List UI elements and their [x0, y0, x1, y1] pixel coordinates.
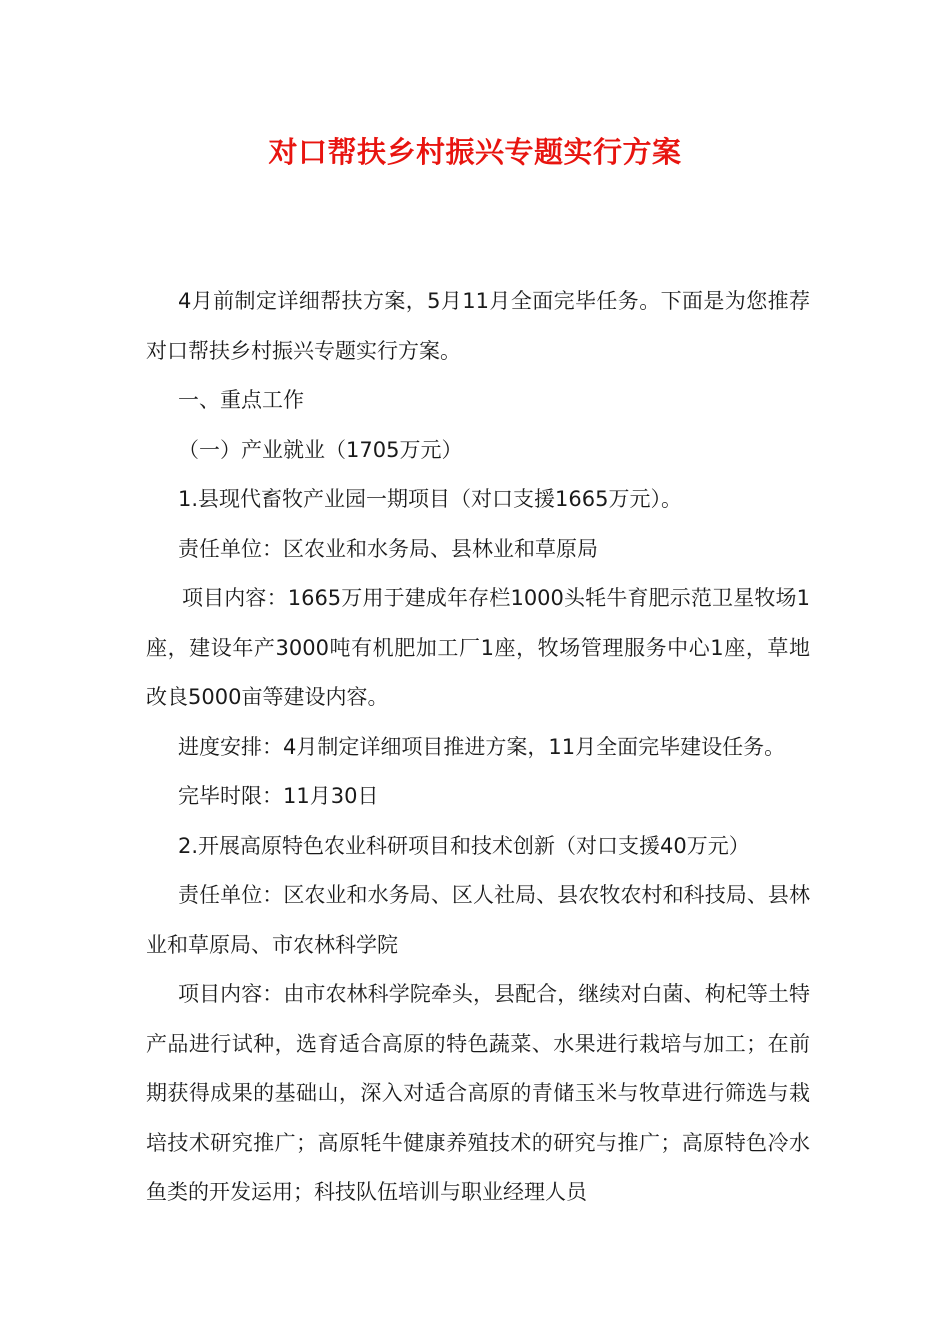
paragraph-intro: 4月前制定详细帮扶方案，5月11月全面完毕任务。下面是为您推荐对口帮扶乡村振兴专题实行方案。	[146, 289, 810, 363]
item-2-title: 2.开展高原特色农业科研项目和技术创新（对口支援40万元）	[178, 833, 750, 858]
document-body	[146, 277, 810, 1218]
document-title: 对口帮扶乡村振兴专题实行方案	[268, 135, 682, 169]
item-1-title: 1.县现代畜牧产业园一期项目（对口支援1665万元）。	[178, 487, 682, 511]
item-1-schedule: 进度安排：4月制定详细项目推进方案，11月全面完毕建设任务。	[178, 734, 786, 759]
item-2-content: 项目内容：由市农林科学院牵头，县配合，继续对白菌、枸杞等土特产品进行试种，选育适合高原的特色蔬菜、水果进行栽培与加工；在前期获得成果的基础山，深入对适合高原的青储玉米与牧草进行筛选与栽培技术研究推广；高原牦牛健康养殖技术的研究与推广；高原特色冷水鱼类的开发运用；科技队伍培训与职业经理人员	[146, 982, 810, 1204]
item-2-responsible: 责任单位：区农业和水务局、区人社局、县农牧农村和科技局、县林业和草原局、市农林科学院	[146, 883, 810, 957]
item-1-deadline: 完毕时限：11月30日	[178, 784, 379, 808]
item-1-content: 项目内容：1665万用于建成年存栏1000头牦牛育肥示范卫星牧场1座，建设年产3000吨有机肥加工厂1座，牧场管理服务中心1座，草地改良5000亩等建设内容。	[146, 586, 810, 709]
heading-industry-employment: （一）产业就业（1705万元）	[178, 437, 463, 462]
item-1-responsible: 责任单位：区农业和水务局、县林业和草原局	[178, 536, 598, 561]
heading-key-work: 一、重点工作	[178, 388, 304, 412]
